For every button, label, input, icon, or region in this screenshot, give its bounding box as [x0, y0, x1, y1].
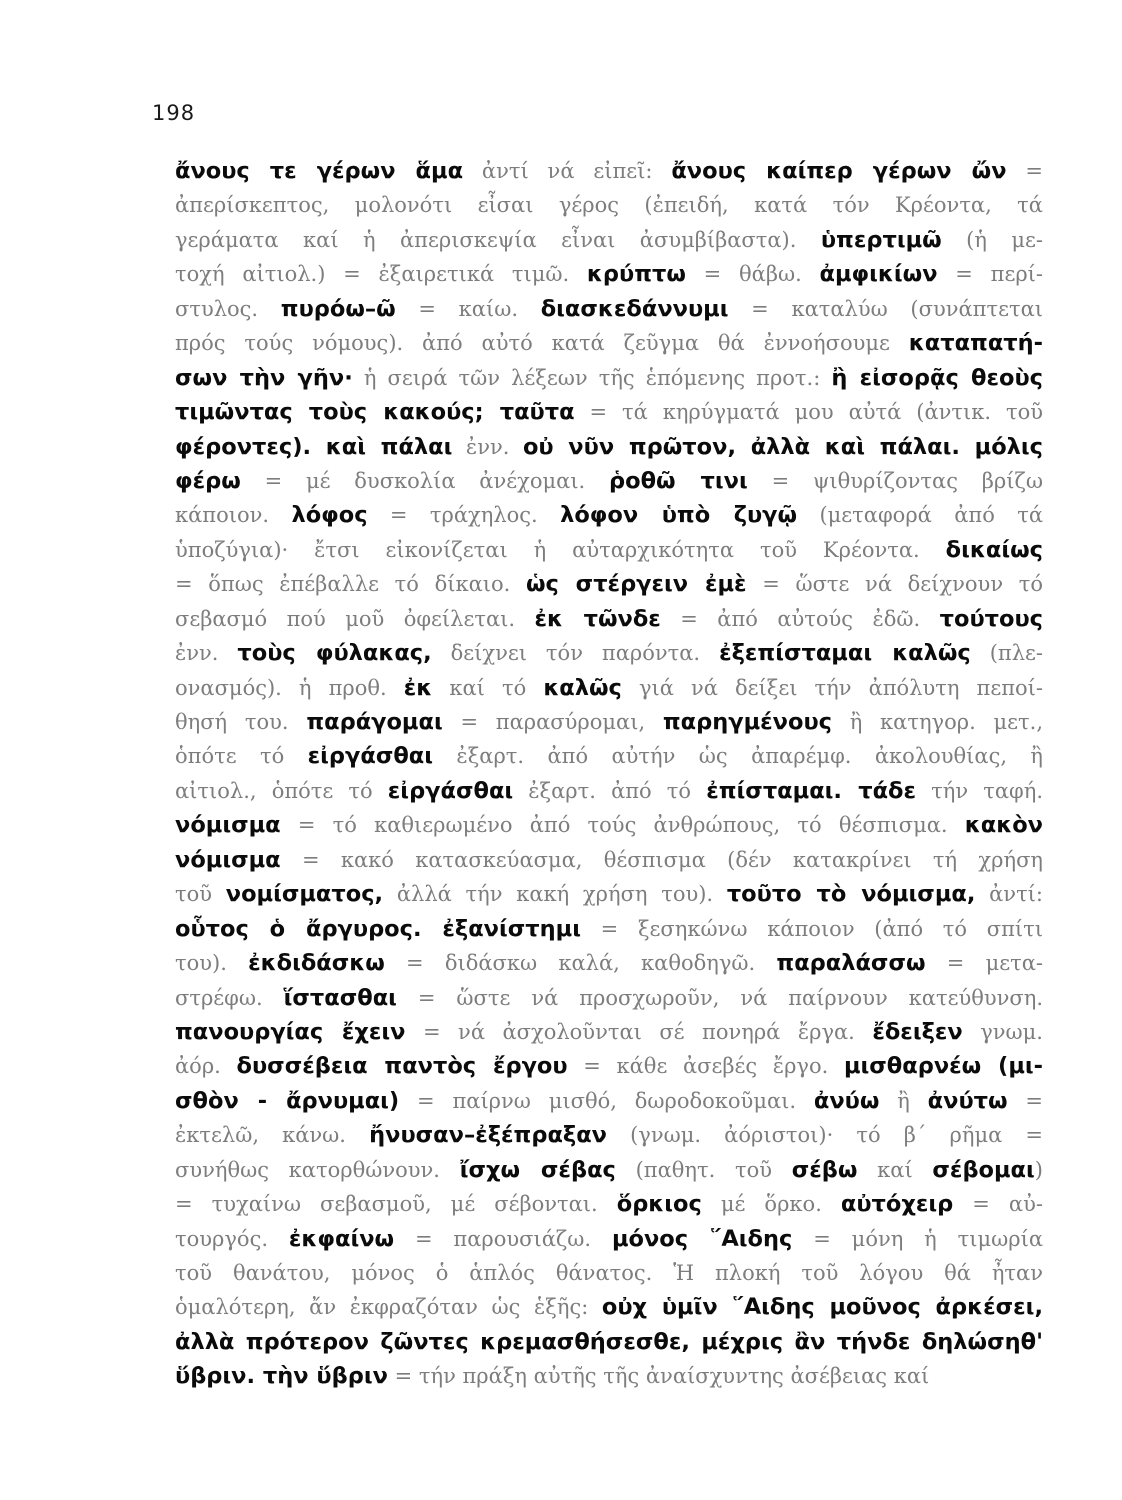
text-line [175, 774, 1043, 808]
text-line [175, 1325, 1043, 1359]
gloss-text: τοῦ [175, 882, 226, 907]
gloss-text: ἢ [879, 1088, 928, 1113]
gloss-text: θησή του. [175, 710, 307, 734]
gloss-text: = καίω. [395, 296, 541, 321]
gloss-text: = τυχαίνω σεβασμοῦ, μέ σέβονται. [175, 1192, 617, 1217]
gloss-text: ἀλλά τήν κακή χρήση του). [383, 882, 727, 907]
text-line [175, 326, 1043, 360]
gloss-text: (γνωμ. ἀόριστοι)· τό β΄ ρῆμα = [607, 1123, 1043, 1148]
text-line [175, 257, 1043, 291]
headword: λόφον ὑπὸ ζυγῷ [560, 502, 798, 529]
headword: ἀλλὰ πρότερον ζῶντες κρεμασθήσεσθε, μέχρις ἂν τήνδε δηλώσηθ' [175, 1328, 1043, 1355]
gloss-text: ἀντί: [975, 882, 1043, 907]
gloss-text: = τά κηρύγματά μου αὐτά (ἀντικ. τοῦ [574, 400, 1043, 425]
gloss-text: = παρουσιάζω. [394, 1226, 612, 1251]
gloss-text: του). [175, 951, 249, 976]
headword: καταπατή- [908, 330, 1043, 357]
gloss-text: = νά ἀσχολοῦνται σέ πονηρά ἔργα. [405, 1019, 873, 1044]
gloss-text: γιά νά δείξει τήν ἀπόλυτη πεποί- [621, 675, 1043, 700]
gloss-text: = κάθε ἀσεβές ἔργο. [567, 1054, 844, 1079]
text-line [175, 464, 1043, 498]
gloss-text: στυλος. [175, 296, 281, 321]
gloss-text: ὁμαλότερη, ἄν ἐκφραζόταν ὡς ἑξῆς: [175, 1295, 602, 1320]
headword: μόνος ῞Αιδης [611, 1225, 793, 1252]
headword: ἐπίσταμαι. τάδε [706, 777, 917, 804]
gloss-text: = ψιθυρίζοντας βρίζω [747, 468, 1043, 493]
text-line [175, 533, 1043, 567]
text-line [175, 636, 1043, 670]
headword: οὗτος ὁ ἄργυρος. ἐξανίστημι [175, 915, 581, 942]
gloss-text: = διδάσκω καλά, καθοδηγῶ. [384, 951, 777, 976]
gloss-text: = ὥστε νά δείχνουν τό [746, 572, 1043, 597]
gloss-text: στρέφω. [175, 985, 284, 1010]
headword: ἴσχω σέβας [459, 1156, 616, 1183]
headword: λόφος [291, 502, 368, 529]
text-line [175, 808, 1043, 842]
gloss-text: γνωμ. [962, 1019, 1043, 1044]
gloss-text: δείχνει τόν παρόντα. [431, 641, 720, 666]
text-line [175, 567, 1043, 601]
gloss-text: κάποιον. [175, 503, 292, 528]
headword: καλῶς [543, 674, 622, 701]
text-line [175, 739, 1043, 773]
text-line [175, 1084, 1043, 1118]
headword: παρηγμένους [662, 709, 832, 735]
headword: ἄνους καίπερ γέρων ὤν [671, 158, 1007, 184]
gloss-text: συνήθως κατορθώνουν. [175, 1157, 460, 1182]
headword: εἰργάσθαι [387, 777, 514, 804]
gloss-text: ἢ κατηγορ. μετ., [831, 710, 1043, 734]
headword: τοῦτο τὸ νόμισμα, [726, 881, 976, 908]
headword: νομίσματος, [225, 881, 384, 908]
headword: ὑπερτιμῶ [820, 226, 942, 253]
text-line [175, 1187, 1043, 1221]
gloss-text: ὑποζύγια)· ἔτσι εἰκονίζεται ἡ αὐταρχικότητα τοῦ Κρέοντα. [175, 537, 946, 562]
headword: οὐ νῦν πρῶτον, ἀλλὰ καὶ πάλαι. μόλις [522, 433, 1043, 460]
gloss-text: τήν ταφή. [916, 778, 1043, 803]
gloss-text: = μετα- [925, 951, 1043, 976]
headword: δυσσέβεια παντὸς ἔργου [236, 1053, 568, 1080]
gloss-text: = ὅπως ἐπέβαλλε τό δίκαιο. [175, 572, 526, 597]
headword: ἤνυσαν–ἐξέπραξαν [369, 1122, 607, 1149]
headword: ἐξεπίσταμαι καλῶς [719, 640, 971, 667]
gloss-text: = περί- [937, 262, 1043, 287]
headword: ἀμφικίων [819, 261, 938, 288]
headword: ἐκ [403, 674, 433, 701]
text-line [175, 1153, 1043, 1187]
headword: διασκεδάννυμι [540, 295, 729, 322]
gloss-text: = καταλύω (συνάπτεται [728, 296, 1043, 321]
gloss-text: = θάβω. [685, 262, 820, 287]
gloss-text: αἰτιολ., ὁπότε τό [175, 778, 388, 803]
headword: μισθαρνέω (μι- [843, 1053, 1043, 1080]
headword: ἢ εἰσορᾷς θεοὺς [831, 364, 1043, 391]
headword: αὐτόχειρ [840, 1191, 954, 1218]
headword: οὐχ ὑμῖν ῞Αιδης μοῦνος ἀρκέσει, [601, 1294, 1043, 1321]
headword: σέβω [791, 1156, 858, 1183]
gloss-text: (ἡ με- [941, 227, 1043, 252]
text-line [175, 292, 1043, 326]
gloss-text: = παίρνω μισθό, δωροδοκοῦμαι. [399, 1088, 814, 1113]
gloss-text: γεράματα καί ἡ ἀπερισκεψία εἶναι ἀσυμβίβαστα). [175, 227, 821, 252]
text-line [175, 498, 1043, 532]
text-line [175, 946, 1043, 980]
gloss-text: (πλε- [970, 641, 1043, 666]
text-line [175, 154, 1043, 188]
text-line [175, 395, 1043, 429]
text-line [175, 877, 1043, 911]
gloss-text: τουργός. [175, 1226, 289, 1251]
headword: πανουργίας ἔχειν [175, 1018, 406, 1045]
headword: ῥοθῶ τινι [609, 467, 748, 494]
gloss-text: = τράχηλος. [367, 503, 561, 528]
gloss-text: = [1007, 1088, 1043, 1113]
text-line [175, 361, 1043, 395]
headword: ἐκφαίνω [288, 1225, 395, 1252]
gloss-text: = παρασύρομαι, [442, 710, 663, 734]
text-line [175, 1049, 1043, 1083]
headword: παράγομαι [306, 709, 443, 735]
text-line [175, 1118, 1043, 1152]
gloss-text: = μέ δυσκολία ἀνέχομαι. [240, 468, 610, 493]
headword: ἄνους τε γέρων ἅμα [175, 158, 464, 184]
headword: ἵστασθαι [283, 984, 397, 1011]
commentary-text [175, 154, 1043, 1394]
text-line [175, 1290, 1043, 1324]
gloss-text: ἐξαρτ. ἀπό αὐτήν ὡς ἀπαρέμφ. ἀκολουθίας, ἢ [433, 744, 1043, 769]
headword: τοὺς φύλακας, [237, 640, 432, 667]
headword: ἐκδιδάσκω [248, 950, 385, 977]
headword: ὕβριν. τὴν ὕβριν [175, 1363, 388, 1390]
gloss-text: τοχή αἰτιολ.) = ἐξαιρετικά τιμῶ. [175, 262, 587, 287]
text-line [175, 602, 1043, 636]
headword: ἀνύτω [927, 1087, 1008, 1114]
gloss-text: = τήν πράξη αὐτῆς τῆς ἀναίσχυντης ἀσέβειας καί [387, 1364, 930, 1389]
headword: τούτους [939, 605, 1043, 632]
headword: σων τὴν γῆν· [175, 364, 353, 391]
text-line [175, 981, 1043, 1015]
gloss-text: = κακό κατασκεύασμα, θέσπισμα (δέν κατακρίνει τή χρήση [280, 847, 1043, 872]
page-number: 198 [152, 101, 196, 125]
gloss-text: σεβασμό πού μοῦ ὀφείλεται. [175, 606, 535, 631]
gloss-text: τοῦ θανάτου, μόνος ὁ ἁπλός θάνατος. Ἡ πλοκή τοῦ λόγου θά ἦταν [175, 1261, 1043, 1285]
text-line [175, 223, 1043, 257]
gloss-text: = ἀπό αὐτούς ἐδῶ. [660, 606, 940, 631]
gloss-text: (παθητ. τοῦ [615, 1157, 792, 1182]
headword: κακὸν [964, 812, 1043, 839]
gloss-text: = ὥστε νά προσχωροῦν, νά παίρνουν κατεύθυνση. [396, 985, 1043, 1010]
headword: ἔδειξεν [872, 1018, 963, 1045]
gloss-text: ) [1034, 1157, 1043, 1182]
text-line [175, 912, 1043, 946]
gloss-text: = ξεσηκώνω κάποιον (ἀπό τό σπίτι [580, 916, 1043, 941]
text-line [175, 1015, 1043, 1049]
gloss-text: ὁπότε τό [175, 744, 308, 769]
gloss-text: = τό καθιερωμένο ἀπό τούς ἀνθρώπους, τό θέσπισμα. [280, 813, 965, 838]
headword: εἰργάσθαι [307, 743, 434, 770]
gloss-text: ονασμός). ἡ προθ. [175, 675, 404, 700]
gloss-text: = αὐ- [953, 1192, 1043, 1217]
gloss-text: ἀπερίσκεπτος, μολονότι εἶσαι γέρος (ἐπειδή, κατά τόν Κρέοντα, τά [175, 193, 1043, 218]
headword: ὅρκιος [616, 1191, 702, 1218]
text-line [175, 188, 1043, 222]
gloss-text: πρός τούς νόμους). ἀπό αὐτό κατά ζεῦγμα θά ἐννοήσουμε [175, 331, 909, 356]
text-line [175, 671, 1043, 705]
headword: τιμῶντας τοὺς κακούς; ταῦτα [175, 399, 575, 426]
gloss-text: = [1006, 159, 1043, 183]
text-line [175, 1256, 1043, 1290]
text-line [175, 1222, 1043, 1256]
gloss-text: ἐνν. [175, 641, 238, 666]
headword: νόμισμα [175, 846, 281, 873]
text-line [175, 430, 1043, 464]
headword: ἀνύω [813, 1087, 880, 1114]
gloss-text: καί [857, 1157, 933, 1182]
headword: νόμισμα [175, 812, 281, 839]
headword: ὡς στέργειν ἐμὲ [525, 571, 747, 598]
headword: παραλάσσω [776, 950, 926, 977]
gloss-text: ἀόρ. [175, 1054, 237, 1079]
gloss-text: καί τό [432, 675, 544, 700]
headword: κρύπτω [586, 261, 686, 288]
gloss-text: μέ ὅρκο. [701, 1192, 841, 1217]
gloss-text: ἡ σειρά τῶν λέξεων τῆς ἑπόμενης προτ.: [352, 365, 832, 390]
gloss-text: ἐξαρτ. ἀπό τό [513, 778, 707, 803]
gloss-text: ἐνν. [452, 434, 523, 459]
headword: ἐκ τῶνδε [534, 605, 661, 632]
headword: φέροντες). καὶ πάλαι [175, 433, 453, 460]
gloss-text: (μεταφορά ἀπό τά [797, 503, 1043, 528]
headword: δικαίως [945, 536, 1043, 563]
text-line [175, 705, 1043, 739]
headword: φέρω [175, 467, 241, 494]
text-line [175, 843, 1043, 877]
headword: σέβομαι [932, 1156, 1035, 1183]
gloss-text: ἀντί νά εἰπεῖ: [463, 159, 672, 183]
headword: πυρόω–ῶ [280, 295, 396, 322]
headword: σθὸν - ἄρνυμαι) [175, 1087, 400, 1114]
gloss-text: ἐκτελῶ, κάνω. [175, 1123, 370, 1148]
gloss-text: = μόνη ἡ τιμωρία [792, 1226, 1043, 1251]
text-line [175, 1359, 1043, 1393]
